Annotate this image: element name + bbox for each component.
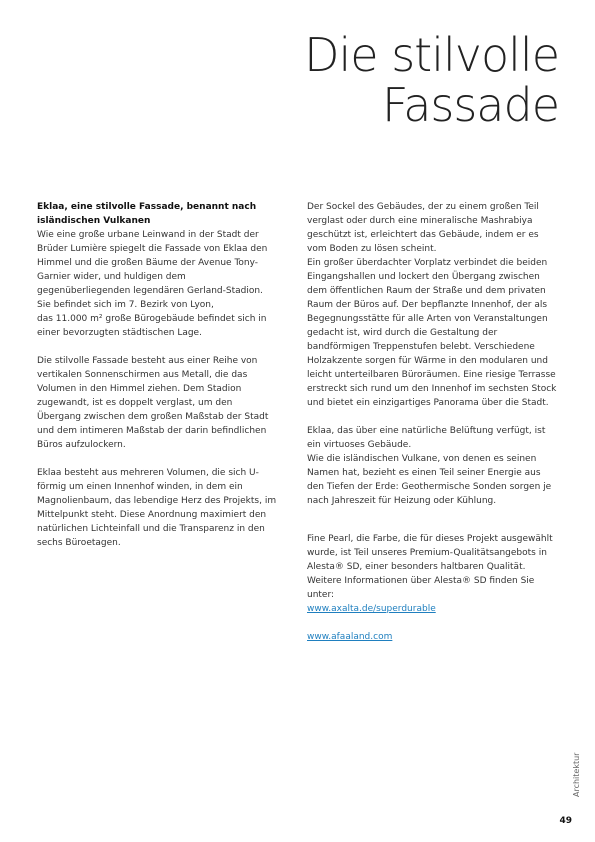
paragraph: Fine Pearl, die Farbe, die für dieses Projekt ausgewählt wurde, ist Teil unseres Premium-Qualitätsangebots in Alesta® SD, einer besonders haltbaren Qualität. Weitere Informationen über Alesta® SD finden Sie unter: (307, 534, 553, 600)
paragraph: Ein großer überdachter Vorplatz verbindet die beiden Eingangshallen und lockert den Übergang zwischen dem öffentlichen Raum der Straße und dem privaten Raum der Büros auf. Der bepflanzte Innenhof, der als Begegnungsstätte für alle Arten von Veranstaltungen gedacht ist, wird durch die Gestaltung der bandförmigen Treppenstufen belebt. Verschiedene Holzakzente sorgen für Wärme in den modularen und leicht unterteilbaren Büroräumen. Eine riesige Terrasse erstreckt sich rund um den Innenhof im sechsten Stock und bietet ein einzigartiges Panorama über die Stadt. (307, 258, 557, 408)
paragraph: Eklaa, das über eine natürliche Belüftung verfügt, ist ein virtuoses Gebäude. (307, 426, 546, 450)
title-line-2: Fassade (381, 78, 559, 132)
paragraph: Wie die isländischen Vulkane, von denen es seinen Namen hat, bezieht es einen Teil seiner Energie aus den Tiefen der Erde: Geothermische Sonden sorgen je nach Jahreszeit für Heizung oder Kühlung. (307, 454, 552, 506)
paragraph: das 11.000 m² große Bürogebäude befindet sich in einer bevorzugten städtischen Lage. (37, 314, 267, 338)
page-title (304, 30, 559, 130)
left-column (37, 200, 279, 564)
paragraph: Die stilvolle Fassade besteht aus einer Reihe von vertikalen Sonnenschirmen aus Metall, die das Volumen in den Himmel ziehen. Dem Stadion zugewandt, ist es doppelt verglast, um den Übergang zwischen dem großen Maßstab der Stadt und dem intimeren Maßstab der darin befindlichen Büros aufzulockern. (37, 356, 269, 450)
afaaland-link[interactable]: www.afaaland.com (307, 632, 393, 642)
paragraph: Eklaa besteht aus mehreren Volumen, die sich U-förmig um einen Innenhof winden, in dem ein Magnolienbaum, das lebendige Herz des Projekts, im Mittelpunkt steht. Diese Anordnung maximiert den natürlichen Lichteinfall und die Transparenz in den sechs Büroetagen. (37, 468, 277, 548)
paragraph: Wie eine große urbane Leinwand in der Stadt der Brüder Lumière spiegelt die Fassade von Eklaa den Himmel und die großen Bäume der Avenue Tony-Garnier wider, und huldigen dem gegenüberliegenden legendären Gerland-Stadion. Sie befindet sich im 7. Bezirk von Lyon, (37, 230, 268, 310)
lead-heading: Eklaa, eine stilvolle Fassade, benannt nach isländischen Vulkanen (37, 202, 257, 226)
title-line-1: Die stilvolle (304, 28, 559, 82)
paragraph: Der Sockel des Gebäudes, der zu einem großen Teil verglast oder durch eine mineralische Mashrabiya geschützt ist, erleichtert das Gebäude, indem er es vom Boden zu lösen scheint. (307, 202, 539, 254)
axalta-link[interactable]: www.axalta.de/superdurable (307, 604, 436, 614)
page-number: 49 (559, 816, 572, 826)
section-label: Architektur (572, 752, 581, 797)
right-column (307, 200, 559, 644)
